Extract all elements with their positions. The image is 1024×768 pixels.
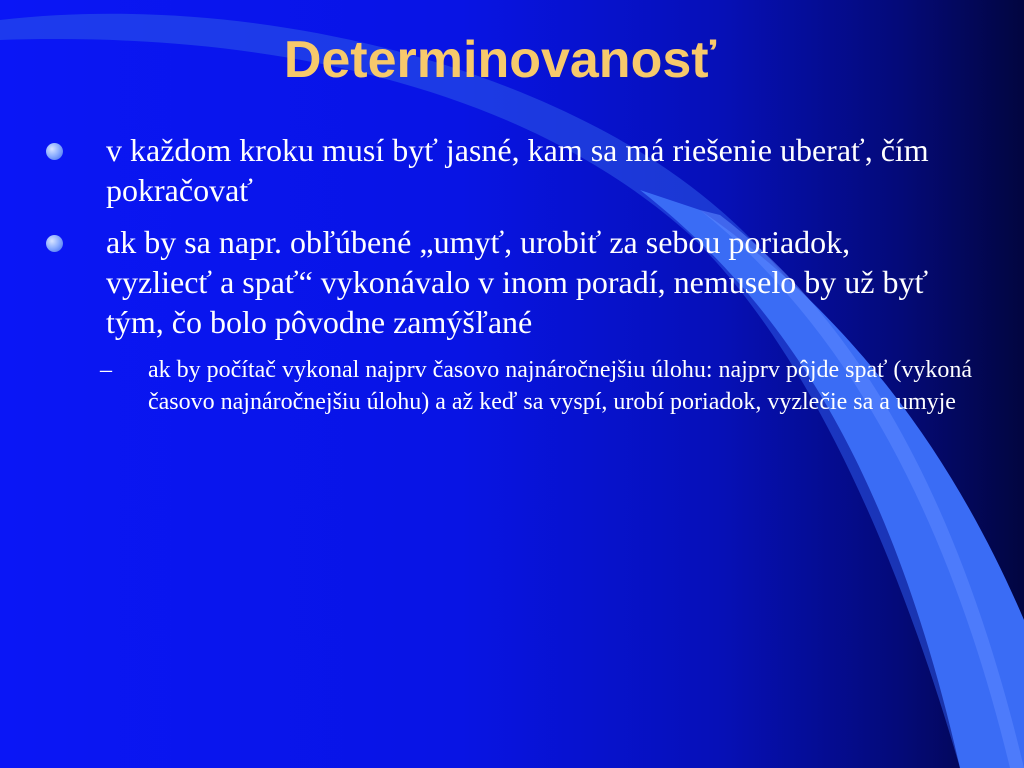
bullet-item (0, 130, 1024, 210)
bullet-dot-icon (46, 143, 63, 160)
sub-list-container (0, 354, 1024, 418)
dash-marker-icon: – (100, 357, 112, 383)
sub-bullet-text: ak by počítač vykonal najprv časovo najnáročnejšiu úlohu: najprv pôjde spať (vykoná časovo najnáročnejšiu úlohu) a až keď sa vyspí, urobí poriadok, vyzlečie sa a umyje (148, 357, 973, 415)
bullet-dot-icon (46, 235, 63, 252)
bullet-text: v každom kroku musí byť jasné, kam sa má riešenie uberať, čím pokračovať (106, 132, 929, 208)
sub-bullet-item (0, 354, 1024, 418)
bullet-item (0, 222, 1024, 342)
bullet-text: ak by sa napr. obľúbené „umyť, urobiť za sebou poriadok, vyzliecť a spať“ vykonávalo v inom poradí, nemuselo by už byť tým, čo bolo pôvodne zamýšľané (106, 224, 929, 340)
slide-title: Determinovanosť (283, 31, 717, 89)
sub-bullet-list (0, 354, 1024, 418)
bullet-list (0, 130, 1024, 418)
